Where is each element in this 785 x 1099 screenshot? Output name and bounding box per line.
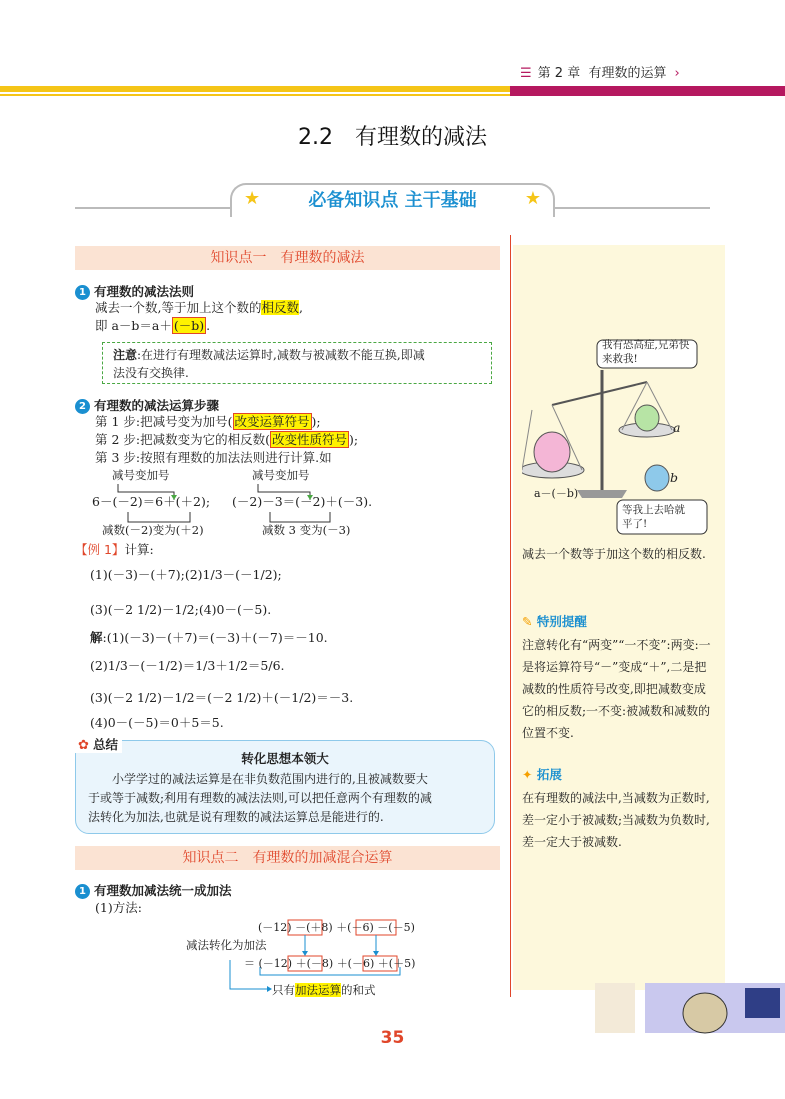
number-badge: 1 — [75, 884, 90, 899]
kp2-item1-title: 有理数加减法统一成加法 — [94, 883, 232, 898]
reminder-icon: ✎ — [522, 614, 533, 629]
note-label: 注意 — [113, 348, 138, 362]
solution-line-4: (4)0－(－5)＝0＋5＝5. — [90, 715, 224, 730]
speech-bubble-1: 我有恐高症,兄弟快来救我! — [602, 339, 690, 365]
kp1-item2-title: 有理数的减法运算步骤 — [94, 398, 220, 413]
column-divider — [510, 235, 511, 997]
kp2-title: 知识点二 有理数的加减混合运算 — [75, 846, 500, 870]
list-icon: ☰ — [520, 66, 532, 81]
solution-line-1: 解:(1)(－3)－(＋7)＝(－3)＋(－7)＝－10. — [90, 630, 328, 645]
note-text: :在进行有理数减法运算时,减数与被减数不能互换,即减 — [137, 348, 425, 362]
extend-icon: ✦ — [522, 767, 533, 782]
kp1-title: 知识点一 有理数的减法 — [75, 246, 500, 270]
conversion-bottom: 只有加法运算的和式 — [272, 983, 376, 997]
diagram-label-top-1: 减号变加号 — [112, 468, 170, 482]
summary-box — [75, 740, 495, 834]
label-b: b — [670, 470, 679, 485]
conversion-row-1: (－12) －(＋8) ＋(－6) －(－5) — [258, 921, 415, 934]
chapter-title: 有理数的运算 — [588, 66, 667, 81]
conversion-row-2: ＝ (－12) ＋(－8) ＋(－6) ＋(＋5) — [244, 957, 416, 970]
conversion-label: 减法转化为加法 — [186, 938, 267, 952]
speech-bubble-2: 等我上去哈就平了! — [622, 504, 685, 530]
mascot-icon: ✿ — [78, 738, 89, 753]
reminder-text: 注意转化有“两变”“一不变”:两变:一是将运算符号“－”变成“＋”,二是把减数的性质符号改变,即把减数变成它的相反数;一不变:被减数和减数的位置不变. — [522, 638, 711, 740]
summary-text-1: 小学学过的减法运算是在非负数范围内进行的,且被减数要大 — [88, 772, 428, 786]
extend-text: 在有理数的减法中,当减数为正数时,差一定小于被减数;当减数为负数时,差一定大于被减数. — [522, 791, 710, 849]
summary-label-wrap — [74, 735, 122, 753]
reminder-heading: ✎ 特别提醒 — [522, 614, 587, 629]
star-icon: ★ — [524, 188, 541, 209]
section-title: 2.2 有理数的减法 — [298, 125, 487, 150]
step-2: 第 2 步:把减数变为它的相反数( 改变性质符号 ); — [95, 432, 359, 447]
diagram-label-bottom-2: 减数 3 变为(－3) — [262, 523, 351, 537]
example-line-2: (3)(－2 1/2)－1/2;(4)0－(－5). — [90, 602, 272, 617]
example-tag: 【例 1】 — [75, 542, 125, 557]
diagram-equation-1: 6－(－2)＝6＋(＋2); — [92, 494, 211, 509]
kp1-rule-line2: 即 a－b＝a＋ (－b) . — [95, 318, 211, 333]
diagram-equation-2: (－2)－3＝(－2)＋(－3). — [232, 494, 373, 509]
page-number: 35 — [380, 1028, 405, 1048]
extend-heading: ✦ 拓展 — [522, 767, 562, 782]
header-bar-yellow — [0, 86, 520, 92]
banner-text: 必备知识点 主干基础 — [308, 190, 477, 211]
kp1-item1-title: 有理数的减法法则 — [94, 284, 195, 299]
sidebar-caption: 减去一个数等于加这个数的相反数. — [522, 547, 706, 561]
summary-text-3: 法转化为加法,也就是说有理数的减法运算总是能进行的. — [88, 810, 384, 824]
summary-title: 转化思想本领大 — [241, 751, 329, 766]
example-1: 【例 1】计算: — [75, 542, 154, 557]
kp2-item1-heading — [75, 881, 232, 899]
number-badge: 2 — [75, 399, 90, 414]
header-bar-purple — [510, 86, 785, 96]
summary-text-2: 于或等于减数;利用有理数的减法法则,可以把任意两个有理数的减 — [88, 791, 432, 805]
header-line — [0, 94, 510, 96]
number-badge: 1 — [75, 285, 90, 300]
label-a: a — [673, 420, 681, 435]
note-box — [102, 342, 492, 384]
step-3: 第 3 步:按照有理数的加法法则进行计算.如 — [95, 450, 332, 465]
kp1-rule-line1: 减去一个数,等于加上这个数的相反数, — [95, 300, 303, 315]
kp2-method: (1)方法: — [95, 900, 142, 915]
step-1: 第 1 步:把减号变为加号( 改变运算符号 ); — [95, 414, 321, 429]
chapter-header — [520, 62, 680, 81]
banner — [230, 183, 555, 217]
summary-label: 总结 — [93, 737, 119, 752]
chapter-number: 第 2 章 — [537, 66, 581, 81]
diagram-label-bottom-1: 减数(－2)变为(＋2) — [102, 523, 204, 537]
chevron-right-icon: › — [674, 66, 680, 81]
star-icon: ★ — [244, 188, 261, 209]
diagram-label-top-2: 减号变加号 — [252, 468, 310, 482]
note-text: 法没有交换律. — [113, 366, 189, 380]
solution-line-2: (2)1/3－(－1/2)＝1/3＋1/2＝5/6. — [90, 658, 285, 673]
example-line-1: (1)(－3)－(＋7);(2)1/3－(－1/2); — [90, 567, 282, 582]
label-a-minus-neg-b: a－(－b) — [534, 487, 579, 500]
solution-line-3: (3)(－2 1/2)－1/2＝(－2 1/2)＋(－1/2)＝－3. — [90, 690, 354, 705]
